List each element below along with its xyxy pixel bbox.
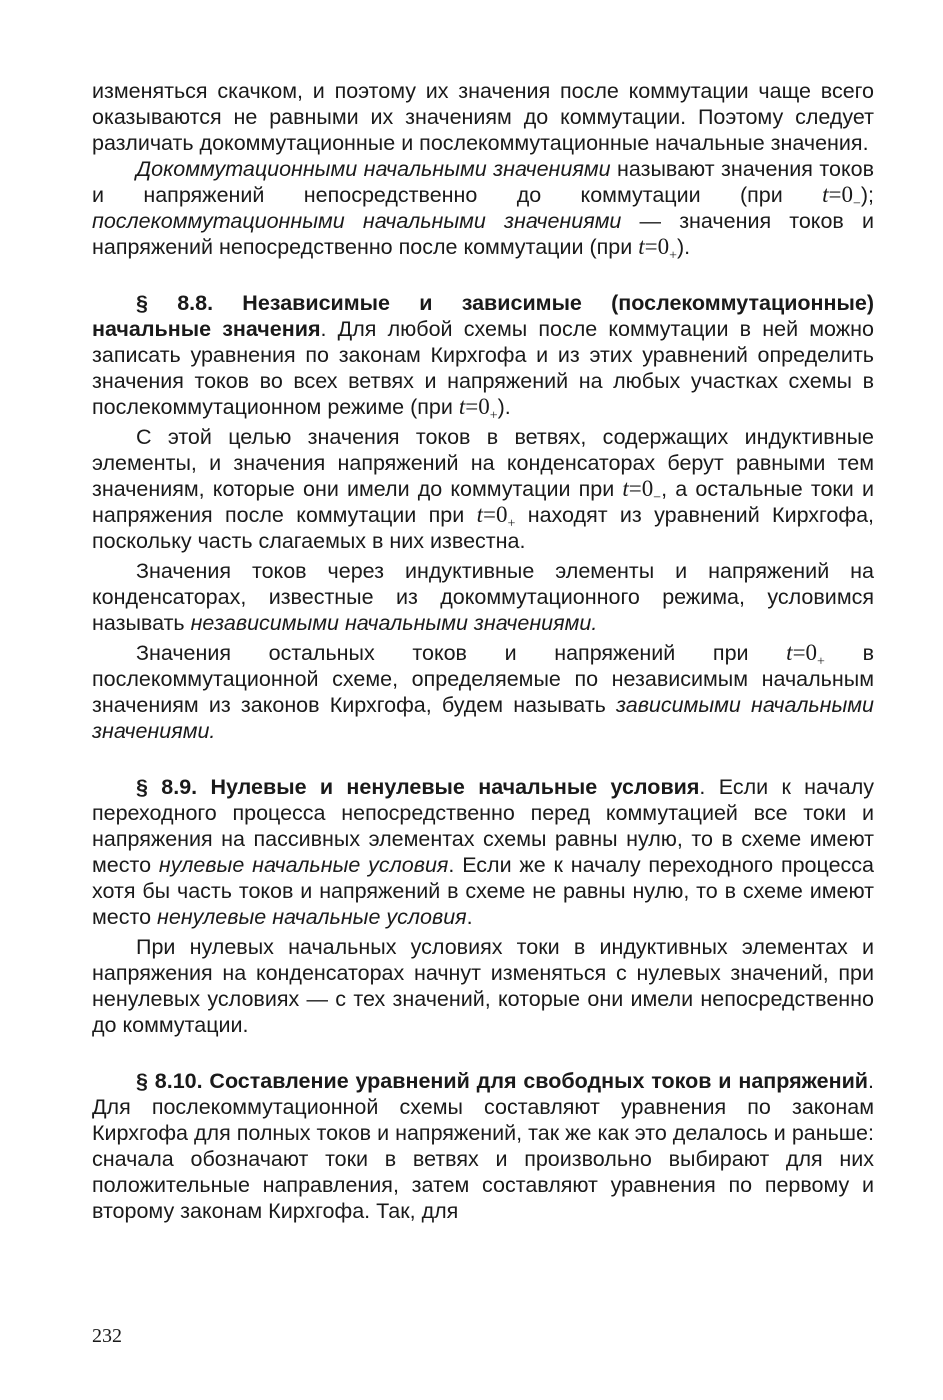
math-subscript: +: [669, 248, 677, 264]
term-independent-initial-values: независимыми начальными значениями.: [190, 611, 598, 635]
math-equals: =0: [828, 182, 853, 207]
math-equals: =0: [644, 234, 670, 259]
text-span: Значения токов через индуктивные элементы и напряжений на конденсаторах, известные из докоммутационного режима, условимся называть: [92, 559, 874, 635]
math-equals: =0: [465, 394, 490, 419]
section-8-10: [92, 1068, 874, 1224]
math-variable: t: [458, 394, 466, 419]
math-t-plus: [786, 640, 825, 670]
math-t-plus: [458, 394, 498, 424]
text-span: ).: [677, 235, 691, 259]
text-span: С этой целью значения токов в ветвях, содержащих индуктивные элементы, и значения напряжений на конденсаторах берут равными тем значениям, которые они имели до коммутации при: [92, 425, 874, 501]
paragraph-dependent-values: [92, 640, 874, 744]
page-number: 232: [92, 1325, 122, 1347]
math-t-minus: [822, 182, 861, 212]
text-span: Значения остальных токов и напряжений при: [136, 641, 787, 665]
text-span: . Для любой схемы после коммутации в ней можно записать уравнения по законам Кирхгофа и из этих уравнений определить значения токов во всех ветвях и напряжений на любых участках схемы в послекоммутационном режиме (при: [92, 317, 874, 419]
term-nonzero-initial-conditions: ненулевые начальные условия: [157, 905, 467, 929]
math-variable: t: [622, 476, 629, 501]
section-title-8-8: § 8.8. Независимые и зависимые (послекоммутационные) начальные значения: [92, 291, 874, 341]
math-t-plus: [476, 502, 516, 532]
term-dependent-initial-values: зависимыми начальными значениями.: [92, 693, 874, 743]
page-body: [92, 78, 874, 1224]
math-subscript: −: [653, 490, 662, 506]
math-t-plus: [638, 234, 677, 264]
term-post-commutation: послекоммутационными начальными значениями: [92, 209, 622, 233]
text-span: );: [860, 183, 874, 207]
term-pre-commutation: Докоммутационными начальными значениями: [136, 157, 611, 181]
paragraph-8-9-conditions: При нулевых начальных условиях токи в индуктивных элементах и напряжения на конденсаторах начнут изменяться с нулевых значений, при ненулевых условиях — с тех значений, которые они имели непосредственно до коммутации.: [92, 935, 874, 1037]
math-equals: =0: [628, 476, 654, 501]
math-equals: =0: [482, 502, 508, 527]
text-span: в послекоммутационной схеме, определяемые по независимым начальным значениям из законов Кирхгофа, будем называть: [92, 641, 875, 717]
section-8-8: [92, 290, 874, 424]
math-variable: t: [476, 502, 483, 527]
math-subscript: +: [507, 516, 516, 532]
text-span: — значения токов и напряжений непосредственно после коммутации (при: [92, 209, 874, 259]
math-subscript: −: [852, 196, 861, 212]
text-span: . Для послекоммутационной схемы составляют уравнения по законам Кирхгофа для полных токов и напряжений, так же как это делалось и раньше: сначала обозначают токи в ветвях и произвольно выбирают для них положительные направления, затем составляют уравнения по первому и второму законам Кирхгофа. Так, для: [92, 1069, 874, 1223]
math-variable: t: [786, 640, 793, 665]
text-span: . Если к началу переходного процесса непосредственно перед коммутацией все токи и напряжения на пассивных элементах схемы равны нулю, то в схеме имеют место: [92, 775, 874, 877]
text-span: находят из уравнений Кирхгофа, поскольку часть слагаемых в них известна.: [92, 503, 874, 553]
paragraph-8-8-method: [92, 424, 874, 554]
math-subscript: +: [489, 408, 498, 424]
section-title-8-9: § 8.9. Нулевые и ненулевые начальные условия: [136, 775, 700, 799]
section-8-9: [92, 774, 874, 930]
term-zero-initial-conditions: нулевые начальные условия: [158, 853, 449, 877]
math-t-minus: [622, 476, 662, 506]
text-span: , а остальные токи и напряжения после коммутации при: [92, 477, 874, 527]
paragraph-initial-values-definition: [92, 156, 874, 264]
math-equals: =0: [792, 640, 818, 665]
paragraph-independent-values: [92, 558, 874, 636]
math-subscript: +: [817, 654, 825, 670]
section-title-8-10: § 8.10. Составление уравнений для свободных токов и напряжений: [136, 1069, 869, 1093]
math-variable: t: [638, 234, 645, 259]
math-variable: t: [822, 182, 829, 207]
paragraph-continuation: изменяться скачком, и поэтому их значения после коммутации чаще всего оказываются не равными их значениям до коммутации. Поэтому следует различать докоммутационные и послекоммутационные начальные значения.: [92, 79, 874, 155]
text-span: .: [466, 905, 473, 929]
text-span: называют значения токов и напряжений непосредственно до коммутации (при: [92, 157, 874, 207]
text-span: ).: [497, 395, 511, 419]
text-span: . Если же к началу переходного процесса хотя бы часть токов и напряжений в схеме не равны нулю, то в схеме имеют место: [92, 853, 874, 929]
